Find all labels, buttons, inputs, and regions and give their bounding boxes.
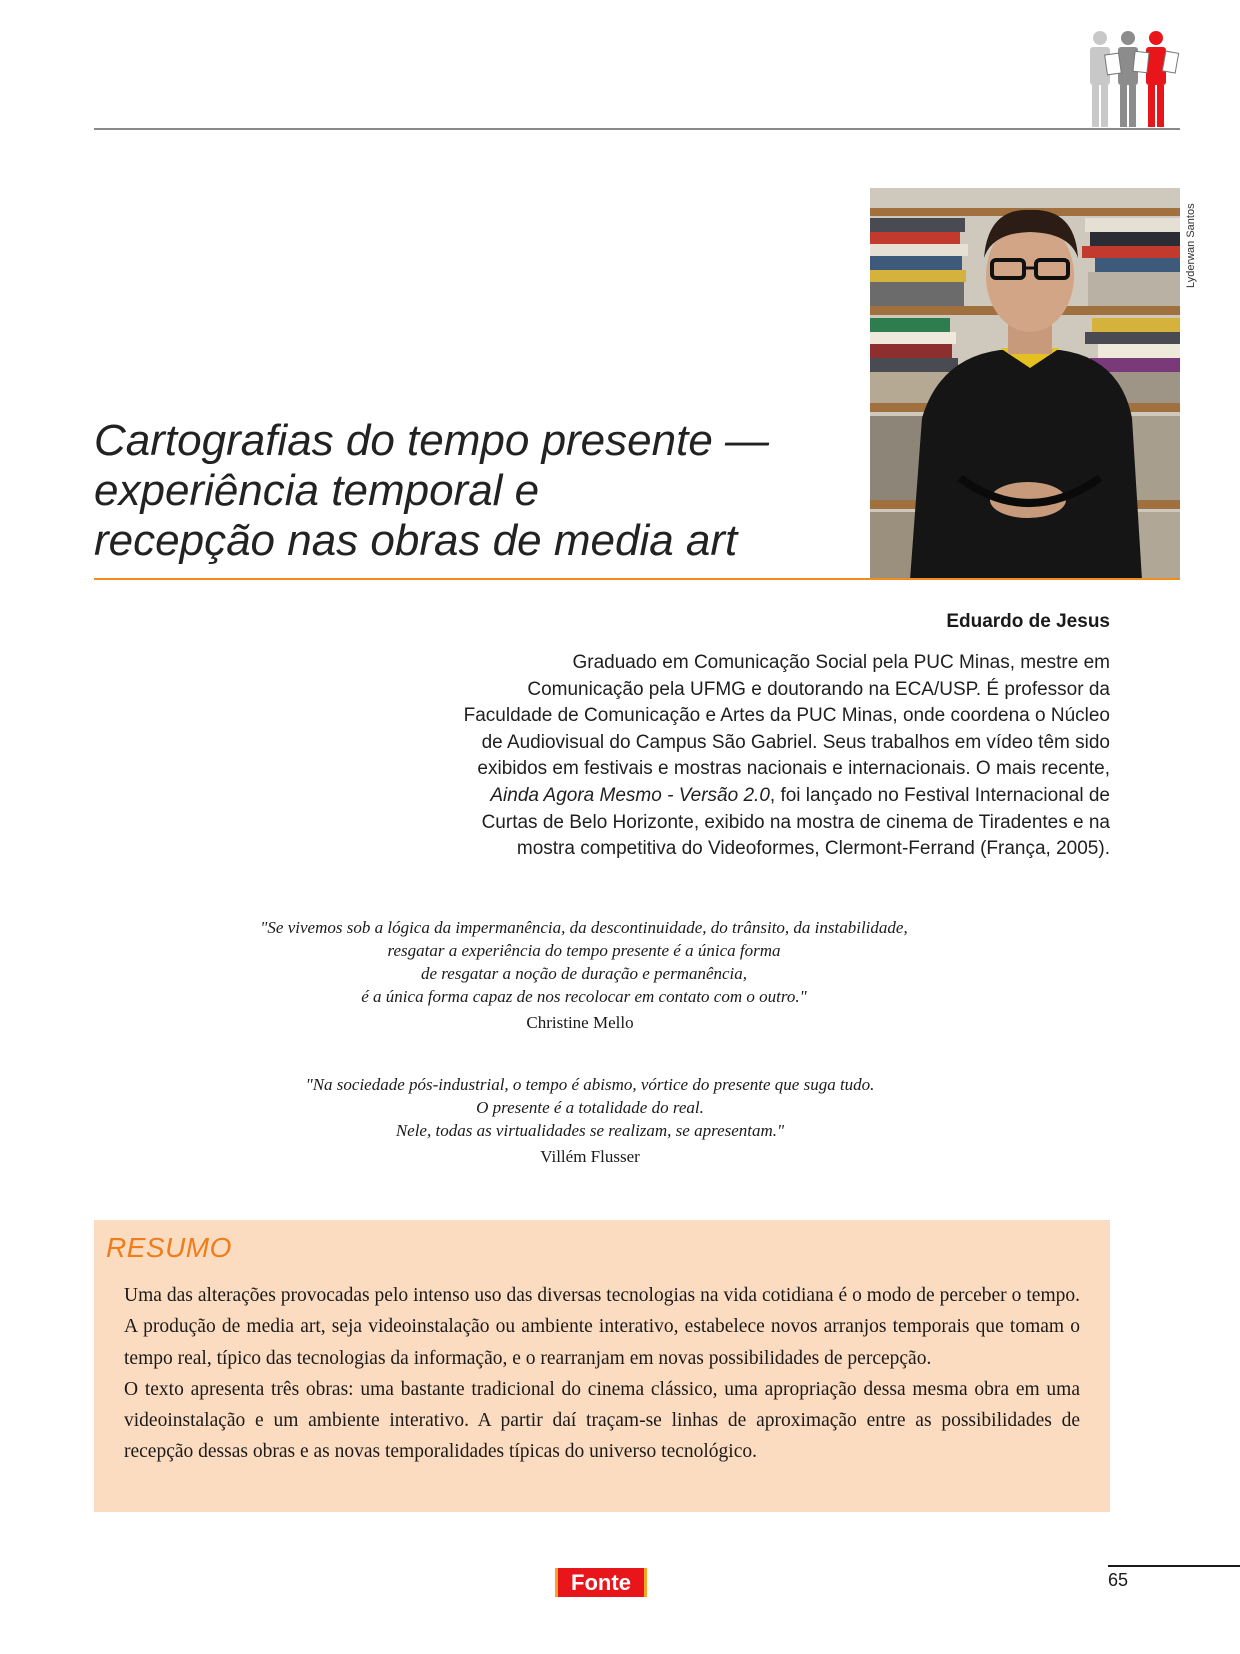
- quote-line: Nele, todas as virtualidades se realizam, se apresentam.": [395, 1121, 785, 1140]
- bio-line: de Audiovisual do Campus São Gabriel. Seus trabalhos em vídeo têm sido: [481, 731, 1110, 753]
- bio-line-rest: , foi lançado no Festival Internacional de: [769, 784, 1110, 806]
- quote-line: "Se vivemos sob a lógica da impermanência, da descontinuidade, do trânsito, da instabilidade,: [260, 918, 908, 937]
- author-bio: [380, 650, 1110, 863]
- abstract-paragraph: O texto apresenta três obras: uma bastante tradicional do cinema clássico, uma apropriação dessa mesma obra em uma videoinstalação e um ambiente interativo. A partir daí traçam-se linhas de aproximação entre as possibilidades de recepção dessas obras e as novas temporalidades típicas do universo tecnológico.: [124, 1378, 1080, 1463]
- figure-dark-gray-icon: [1118, 31, 1138, 127]
- quote-line: de resgatar a noção de duração e permanência,: [420, 964, 748, 983]
- bio-line: exibidos em festivais e mostras nacionais e internacionais. O mais recente,: [477, 758, 1110, 780]
- author-name: Eduardo de Jesus: [946, 611, 1110, 632]
- title-line: Cartografias do tempo presente —: [94, 416, 770, 465]
- quote-author: Villém Flusser: [540, 1147, 640, 1166]
- quote-line: resgatar a experiência do tempo presente é a única forma: [387, 941, 781, 960]
- bio-line: Graduado em Comunicação Social pela PUC Minas, mestre em: [572, 652, 1110, 673]
- header-rule: [94, 128, 1180, 130]
- abstract-heading: RESUMO: [106, 1232, 232, 1263]
- quote-line: é a única forma capaz de nos recolocar em contato com o outro.": [361, 987, 807, 1006]
- bio-line: [380, 783, 1110, 810]
- publication-logo: [1082, 30, 1182, 130]
- quote-line: "Na sociedade pós-industrial, o tempo é abismo, vórtice do presente que suga tudo.: [305, 1075, 875, 1094]
- footer-rule: [1108, 1565, 1240, 1567]
- quote-author: Christine Mello: [526, 1013, 634, 1032]
- paper-icon: [1105, 53, 1122, 75]
- title-line: experiência temporal e: [94, 466, 540, 515]
- figure-red-icon: [1146, 31, 1166, 127]
- epigraph-quote: [0, 1073, 1240, 1168]
- paper-icon: [1133, 51, 1149, 72]
- title-line: recepção nas obras de media art: [94, 516, 738, 565]
- paper-icon: [1162, 51, 1178, 73]
- author-portrait: [870, 188, 1180, 580]
- quote-line: O presente é a totalidade do real.: [476, 1098, 704, 1117]
- bio-line: mostra competitiva do Videoformes, Clermont-Ferrand (França, 2005).: [516, 838, 1110, 860]
- bio-line: Curtas de Belo Horizonte, exibido na mostra de cinema de Tiradentes e na: [481, 811, 1110, 833]
- abstract-body: [124, 1280, 1080, 1468]
- photo-credit: Lyderwan Santos: [1185, 203, 1197, 288]
- page-number: 65: [1108, 1570, 1129, 1590]
- abstract-paragraph: Uma das alterações provocadas pelo intenso uso das diversas tecnologias na vida cotidiana é o modo de perceber o tempo. A produção de media art, seja videoinstalação ou ambiente interativo, estabelece novos arranjos temporais que tomam o tempo real, típico das tecnologias da informação, e o rearranjam em novas possibilidades de percepção.: [124, 1285, 1080, 1369]
- figure-light-gray-icon: [1090, 31, 1110, 127]
- title-rule: [94, 578, 1180, 580]
- work-title: Ainda Agora Mesmo - Versão 2.0: [490, 784, 770, 806]
- bio-line: Faculdade de Comunicação e Artes da PUC Minas, onde coordena o Núcleo: [463, 705, 1110, 727]
- article-title: [94, 416, 854, 566]
- epigraph-quote: [0, 916, 1240, 1034]
- brand-logo: Fonte: [555, 1568, 647, 1597]
- abstract-box: [94, 1220, 1110, 1512]
- bio-line: Comunicação pela UFMG e doutorando na ECA/USP. É professor da: [527, 678, 1110, 700]
